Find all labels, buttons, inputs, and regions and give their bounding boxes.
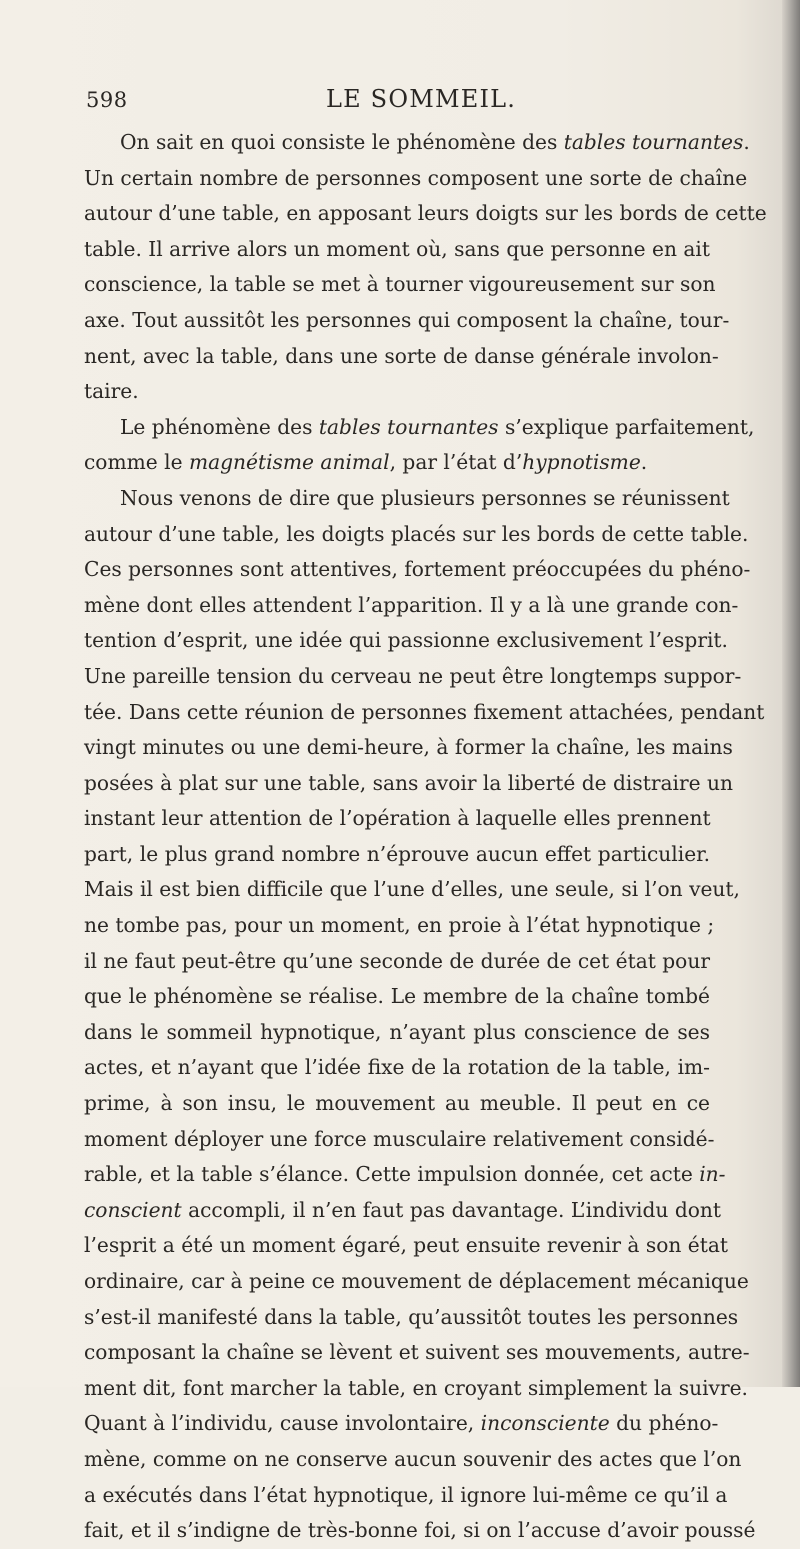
text-line: axe. Tout aussitôt les personnes qui composent la chaîne, tour- (84, 307, 730, 332)
text-line: Le phénomène des tables tournantes s’explique parfaitement, (120, 414, 755, 439)
italic-term: in- (699, 1162, 726, 1187)
text-line: il ne faut peut-être qu’une seconde de durée de cet état pour (84, 948, 710, 973)
text-line: ne tombe pas, pour un moment, en proie à l’état hypnotique ; (84, 913, 715, 938)
text-line: Une pareille tension du cerveau ne peut être longtemps suppor- (84, 663, 742, 688)
page-number: 598 (86, 88, 128, 112)
text-line: mène, comme on ne conserve aucun souvenir des actes que l’on (84, 1446, 742, 1471)
text-line: tée. Dans cette réunion de personnes fixement attachées, pendant (84, 699, 765, 724)
text-line: Mais il est bien difficile que l’une d’elles, une seule, si l’on veut, (84, 877, 740, 902)
text-line: dans le sommeil hypnotique, n’ayant plus conscience de ses (84, 1019, 710, 1044)
text-line: que le phénomène se réalise. Le membre de la chaîne tombé (84, 984, 710, 1009)
italic-term: hypnotisme (522, 450, 641, 475)
text-line: comme le magnétisme animal, par l’état d’hypnotisme. (84, 450, 648, 475)
text-line: actes, et n’ayant que l’idée fixe de la rotation de la table, im- (84, 1055, 710, 1080)
text-line: prime, à son insu, le mouvement au meuble. Il peut en ce (84, 1091, 710, 1116)
body-text (84, 125, 767, 1549)
text-line: s’est-il manifesté dans la table, qu’aussitôt toutes les personnes (84, 1304, 739, 1329)
text-line: taire. (84, 379, 139, 404)
text-line: nent, avec la table, dans une sorte de danse générale involon- (84, 343, 719, 368)
text-line: part, le plus grand nombre n’éprouve aucun effet particulier. (84, 841, 710, 866)
text-line: conscient accompli, il n’en faut pas davantage. L’individu dont (84, 1197, 722, 1222)
text-line: fait, et il s’indigne de très-bonne foi, si on l’accuse d’avoir poussé (84, 1518, 756, 1543)
text-line: Un certain nombre de personnes composent une sorte de chaîne (84, 165, 748, 190)
italic-term: tables tournantes (318, 414, 499, 439)
italic-term: conscient (84, 1197, 182, 1222)
text-line: a exécutés dans l’état hypnotique, il ignore lui-même ce qu’il a (84, 1482, 728, 1507)
text-line: autour d’une table, en apposant leurs doigts sur les bords de cette (84, 201, 767, 226)
text-line: table. Il arrive alors un moment où, sans que personne en ait (84, 236, 710, 261)
text-line: l’esprit a été un moment égaré, peut ensuite revenir à son état (84, 1233, 728, 1258)
text-line: autour d’une table, les doigts placés sur les bords de cette table. (84, 521, 749, 546)
text-line: composant la chaîne se lèvent et suivent ses mouvements, autre- (84, 1340, 750, 1365)
text-line: Ces personnes sont attentives, fortement préoccupées du phéno- (84, 557, 751, 582)
page-header (86, 82, 706, 122)
text-line: ordinaire, car à peine ce mouvement de déplacement mécanique (84, 1269, 749, 1293)
text-line: rable, et la table s’élance. Cette impulsion donnée, cet acte in- (84, 1162, 726, 1187)
text-line: conscience, la table se met à tourner vigoureusement sur son (84, 272, 716, 297)
text-line: instant leur attention de l’opération à laquelle elles prennent (84, 806, 711, 831)
page-edge-shadow (782, 0, 800, 1387)
text-line: moment déployer une force musculaire relativement considé- (84, 1126, 715, 1151)
text-line: posées à plat sur une table, sans avoir la liberté de distraire un (84, 770, 734, 795)
text-line: tention d’esprit, une idée qui passionne exclusivement l’esprit. (84, 628, 728, 653)
text-line: mène dont elles attendent l’apparition. Il y a là une grande con- (84, 592, 739, 617)
italic-term: magnétisme animal (188, 450, 390, 475)
running-head: LE SOMMEIL. (326, 85, 517, 113)
text-line: vingt minutes ou une demi-heure, à former la chaîne, les mains (84, 735, 733, 760)
text-line: On sait en quoi consiste le phénomène des tables tournantes. (120, 130, 750, 154)
italic-term: inconsciente (480, 1411, 610, 1436)
text-line: Nous venons de dire que plusieurs personnes se réunissent (120, 485, 730, 510)
text-line: ment dit, font marcher la table, en croyant simplement la suivre. (84, 1375, 748, 1400)
text-line: Quant à l’individu, cause involontaire, inconsciente du phéno- (84, 1411, 719, 1436)
italic-term: tables tournantes (563, 130, 744, 154)
